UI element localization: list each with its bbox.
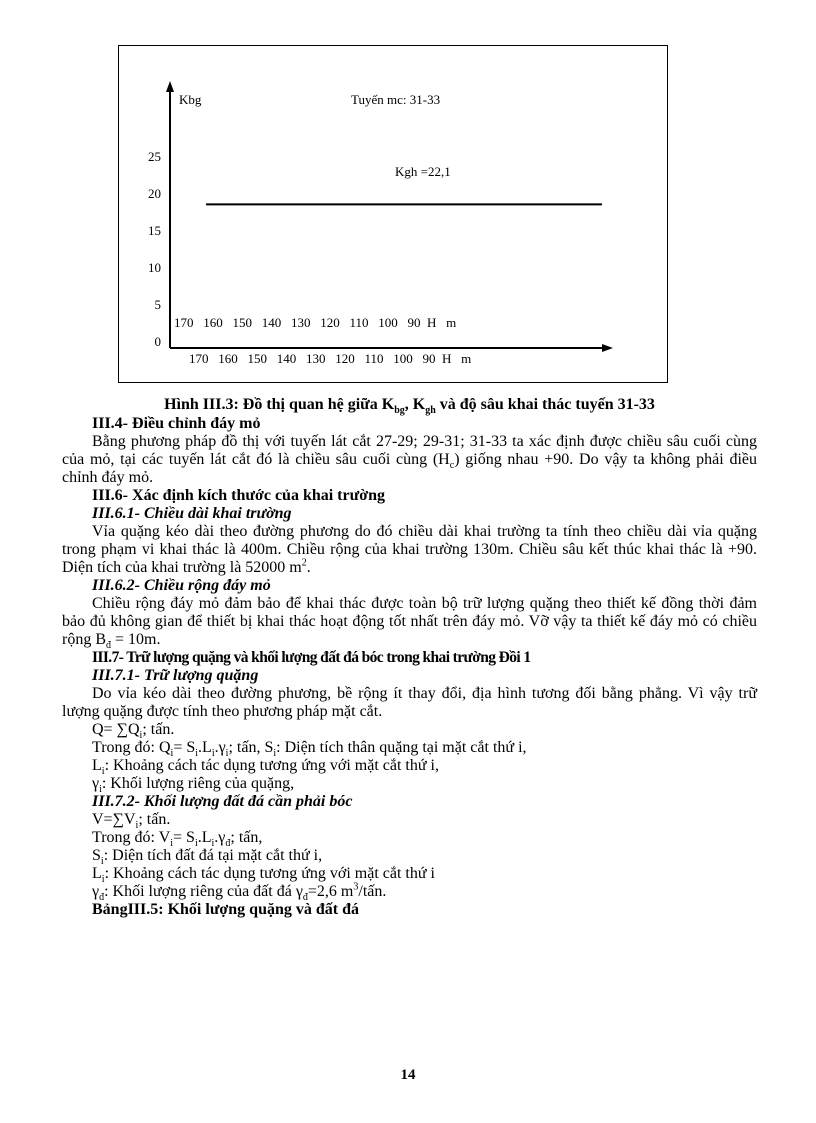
paragraph-iii62 bbox=[62, 595, 757, 652]
text: : Khối lượng riêng của quặng, bbox=[101, 775, 295, 792]
chart-svg bbox=[119, 46, 669, 384]
text: = S bbox=[173, 739, 196, 756]
definition-li-2 bbox=[62, 865, 757, 886]
caption-sub: bg bbox=[394, 405, 405, 417]
formula-vi bbox=[62, 829, 757, 850]
sub: đ bbox=[225, 838, 231, 850]
text: γ bbox=[92, 775, 100, 792]
figure-caption bbox=[62, 396, 757, 417]
text: V=∑V bbox=[92, 811, 136, 828]
text: : Diện tích thân quặng tại mặt cắt thứ i, bbox=[276, 739, 527, 756]
kgh-annotation: Kgh =22,1 bbox=[395, 164, 451, 179]
text: : Khoảng cách tác dụng tương ứng với mặt cắt thứ i bbox=[104, 865, 435, 882]
sub: đ bbox=[99, 892, 105, 904]
sub: i bbox=[135, 820, 139, 832]
paragraph-iii4 bbox=[62, 433, 757, 487]
x-tick-labels-axis: 170 160 150 140 130 120 110 100 90 H m bbox=[189, 351, 472, 366]
page-number: 14 bbox=[400, 1067, 416, 1083]
heading-iii6: III.6- Xác định kích thước của khai trường bbox=[92, 487, 385, 504]
text: L bbox=[92, 865, 102, 882]
text: ) giống nhau +90. Do vậy ta không phải điều chỉnh đáy mỏ. bbox=[62, 451, 757, 486]
page-content bbox=[62, 396, 757, 919]
text: ; tấn, bbox=[230, 829, 263, 846]
chart-figure bbox=[118, 45, 668, 383]
y-tick-label: 0 bbox=[154, 334, 161, 349]
sub: c bbox=[449, 460, 455, 472]
text: = 10m. bbox=[111, 631, 161, 648]
caption-sub: gh bbox=[425, 405, 436, 417]
table-title: BảngIII.5: Khối lượng quặng và đất đá bbox=[92, 901, 359, 918]
text: L bbox=[92, 757, 102, 774]
sub: i bbox=[225, 748, 229, 760]
sub: i bbox=[170, 838, 174, 850]
formula-qi bbox=[62, 739, 757, 760]
heading-iii61: III.6.1- Chiều dài khai trường bbox=[92, 505, 292, 522]
y-axis-label: Kbg bbox=[179, 92, 202, 107]
definition-si bbox=[62, 847, 757, 868]
sub: đ bbox=[106, 640, 111, 652]
y-tick-label: 10 bbox=[148, 260, 161, 275]
text: Trong đó: V bbox=[92, 829, 171, 846]
formula-q bbox=[62, 721, 757, 742]
y-tick-labels bbox=[148, 149, 161, 349]
caption-text: và độ sâu khai thác tuyến 31-33 bbox=[435, 396, 655, 413]
sub: i bbox=[170, 748, 174, 760]
text: .γ bbox=[214, 739, 226, 756]
y-axis-arrow bbox=[166, 81, 174, 92]
text: Trong đó: Q bbox=[92, 739, 171, 756]
definition-li bbox=[62, 757, 757, 778]
text: S bbox=[92, 847, 101, 864]
text: : Khối lượng riêng của đất đá γ bbox=[104, 883, 303, 900]
sub: i bbox=[101, 766, 105, 778]
heading-iii4: III.4- Điều chỉnh đáy mỏ bbox=[92, 415, 261, 432]
paragraph-iii61 bbox=[62, 523, 757, 577]
text: Chiều rộng đáy mỏ đảm bảo để khai thác được toàn bộ trữ lượng quặng theo thiết kế đồng thời đảm bảo đủ không gian để thiết bị khai thác hoạt động tốt nhất trên đáy mỏ. Vỡ vậy ta thiết kế đáy mỏ có chiều rộng B bbox=[62, 595, 757, 648]
paragraph-iii71: Do vỉa kéo dài theo đường phương, bề rộng ít thay đổi, địa hình tương đối bằng phẳng. Vì vậy trữ lượng quặng được tính theo phương pháp mặt cắt. bbox=[62, 685, 757, 720]
x-tick-labels-inner: 170 160 150 140 130 120 110 100 90 H m bbox=[174, 315, 457, 330]
text: : Diện tích đất đá tại mặt cắt thứ i, bbox=[103, 847, 323, 864]
sub: i bbox=[101, 874, 105, 886]
y-tick-label: 20 bbox=[148, 186, 161, 201]
sub: i bbox=[100, 856, 104, 868]
text: Q= ∑Q bbox=[92, 721, 140, 738]
heading-iii72: III.7.2- Khối lượng đất đá cần phải bóc bbox=[92, 793, 353, 810]
heading-iii62: III.6.2- Chiều rộng đáy mỏ bbox=[92, 577, 271, 594]
sub: đ bbox=[302, 892, 308, 904]
text: Vỉa quặng kéo dài theo đường phương do đó chiều dài khai trường ta tính theo chiều dài vỉa quặng trong phạm vi khai thác là 400m. Chiều rộng của khai trường 130m. Chiều sâu kết thúc khai thác là +90. Diện tích của khai trường là 52000 m bbox=[62, 523, 757, 576]
sup: 2 bbox=[301, 557, 307, 569]
sub: i bbox=[99, 784, 102, 796]
formula-v bbox=[62, 811, 757, 832]
y-tick-label: 25 bbox=[148, 149, 161, 164]
text: Bằng phương pháp đồ thị với tuyến lát cắt 27-29; 29-31; 31-33 ta xác định được chiều sâu cuối cùng của mỏ, tại các tuyến lát cắt đó là chiều sâu cuối cùng (H bbox=[62, 433, 757, 468]
text: /tấn. bbox=[358, 883, 387, 900]
sub: i bbox=[211, 748, 215, 760]
y-tick-label: 15 bbox=[148, 223, 161, 238]
text: ; tấn. bbox=[142, 721, 175, 738]
heading-iii7: III.7- Trữ lượng quặng và khối lượng đất đá bóc trong khai trường Đồi 1 bbox=[92, 649, 531, 666]
caption-text: , K bbox=[404, 396, 426, 413]
text: .L bbox=[198, 739, 212, 756]
heading-iii71: III.7.1- Trữ lượng quặng bbox=[92, 667, 259, 684]
text: ; tấn, S bbox=[228, 739, 274, 756]
text: : Khoảng cách tác dụng tương ứng với mặt cắt thứ i, bbox=[104, 757, 439, 774]
text: . bbox=[306, 559, 311, 576]
text: ; tấn. bbox=[138, 811, 171, 828]
sup: 3 bbox=[353, 881, 359, 893]
sub: i bbox=[211, 838, 215, 850]
sub: i bbox=[139, 730, 143, 742]
definition-gamma-d bbox=[62, 881, 757, 904]
text: =2,6 m bbox=[307, 883, 354, 900]
x-axis-arrow bbox=[602, 344, 613, 352]
caption-text: Hình III.3: Đồ thị quan hệ giữa K bbox=[164, 396, 395, 413]
text: .L bbox=[197, 829, 212, 846]
text: = S bbox=[173, 829, 195, 846]
text: γ bbox=[92, 883, 100, 900]
text: .γ bbox=[214, 829, 226, 846]
chart-title: Tuyến mc: 31-33 bbox=[351, 92, 441, 107]
definition-gamma-i bbox=[62, 775, 757, 796]
sub: i bbox=[194, 838, 198, 850]
sub: i bbox=[195, 748, 199, 760]
sub: i bbox=[273, 748, 277, 760]
y-tick-label: 5 bbox=[154, 297, 161, 312]
